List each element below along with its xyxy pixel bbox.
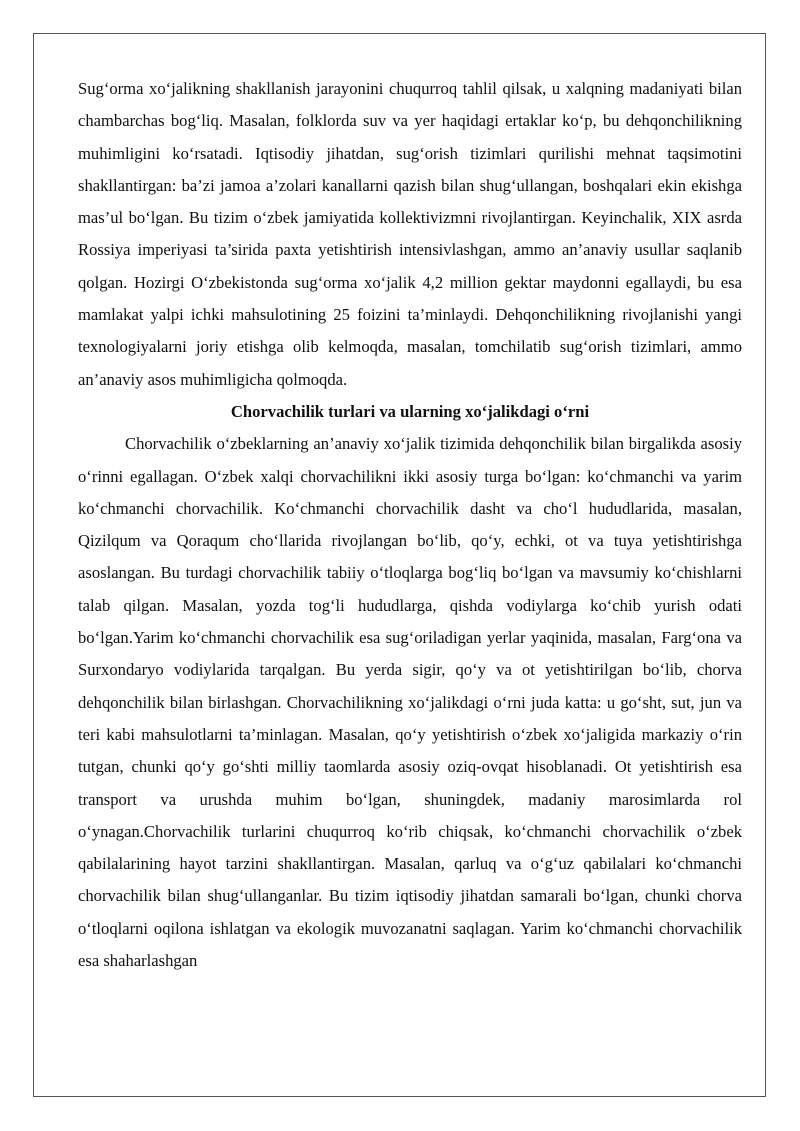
section-heading: Chorvachilik turlari va ularning xo‘jalikdagi o‘rni [230,401,590,421]
document-body [78,73,742,977]
paragraph-irrigation-farming: Sug‘orma xo‘jalikning shakllanish jarayonini chuqurroq tahlil qilsak, u xalqning madaniyati bilan chambarchas bog‘liq. Masalan, folklorda suv va yer haqidagi ertaklar ko‘p, bu dehqonchilikning muhimligini ko‘rsatadi. Iqtisodiy jihatdan, sug‘orish tizimlari qurilishi mehnat taqsimotini shakllantirgan: ba’zi jamoa a’zolari kanallarni qazish bilan shug‘ullangan, boshqalari ekin ekishga mas’ul bo‘lgan. Bu tizim o‘zbek jamiyatida kollektivizmni rivojlantirgan. Keyinchalik, XIX asrda Rossiya imperiyasi ta’sirida paxta yetishtirish intensivlashgan, ammo an’anaviy usullar saqlanib qolgan. Hozirgi O‘zbekistonda sug‘orma xo‘jalik 4,2 million gektar maydonni egallaydi, bu esa mamlakat yalpi ichki mahsulotining 25 foizini ta’minlaydi. Dehqonchilikning rivojlanishi yangi texnologiyalarni joriy etishga olib kelmoqda, masalan, tomchilatib sug‘orish tizimlari, ammo an’anaviy asos muhimligicha qolmoqda. [78,79,742,389]
paragraph-livestock-types: Chorvachilik o‘zbeklarning an’anaviy xo‘jalik tizimida dehqonchilik bilan birgalikda asosiy o‘rinni egallagan. O‘zbek xalqi chorvachilikni ikki asosiy turga bo‘lgan: ko‘chmanchi va yarim ko‘chmanchi chorvachilik. Ko‘chmanchi chorvachilik dasht va cho‘l hududlarida, masalan, Qizilqum va Qoraqum cho‘llarida rivojlangan bo‘lib, qo‘y, echki, ot va tuya yetishtirishga asoslangan. Bu turdagi chorvachilik tabiiy o‘tloqlarga bog‘liq bo‘lgan va mavsumiy ko‘chishlarni talab qilgan. Masalan, yozda tog‘li hududlarga, qishda vodiylarga ko‘chib yurish odati bo‘lgan.Yarim ko‘chmanchi chorvachilik esa sug‘oriladigan yerlar yaqinida, masalan, Farg‘ona va Surxondaryo vodiylarida tarqalgan. Bu yerda sigir, qo‘y va ot yetishtirilgan bo‘lib, chorva dehqonchilik bilan birlashgan. Chorvachilikning xo‘jalikdagi o‘rni juda katta: u go‘sht, sut, jun va teri kabi mahsulotlarni ta’minlagan. Masalan, qo‘y yetishtirish o‘zbek xo‘jaligida markaziy o‘rin tutgan, chunki qo‘y go‘shti milliy taomlarda asosiy oziq-ovqat hisoblanadi. Ot yetishtirish esa transport va urushda muhim bo‘lgan, shuningdek, madaniy marosimlarda rol o‘ynagan.Chorvachilik turlarini chuqurroq ko‘rib chiqsak, ko‘chmanchi chorvachilik o‘zbek qabilalarining hayot tarzini shakllantirgan. Masalan, qarluq va o‘g‘uz qabilalari ko‘chmanchi chorvachilik bilan shug‘ullanganlar. Bu tizim iqtisodiy jihatdan samarali bo‘lgan, chunki chorva o‘tloqlarni oqilona ishlatgan va ekologik muvozanatni saqlagan. Yarim ko‘chmanchi chorvachilik esa shaharlashgan [78,434,742,971]
